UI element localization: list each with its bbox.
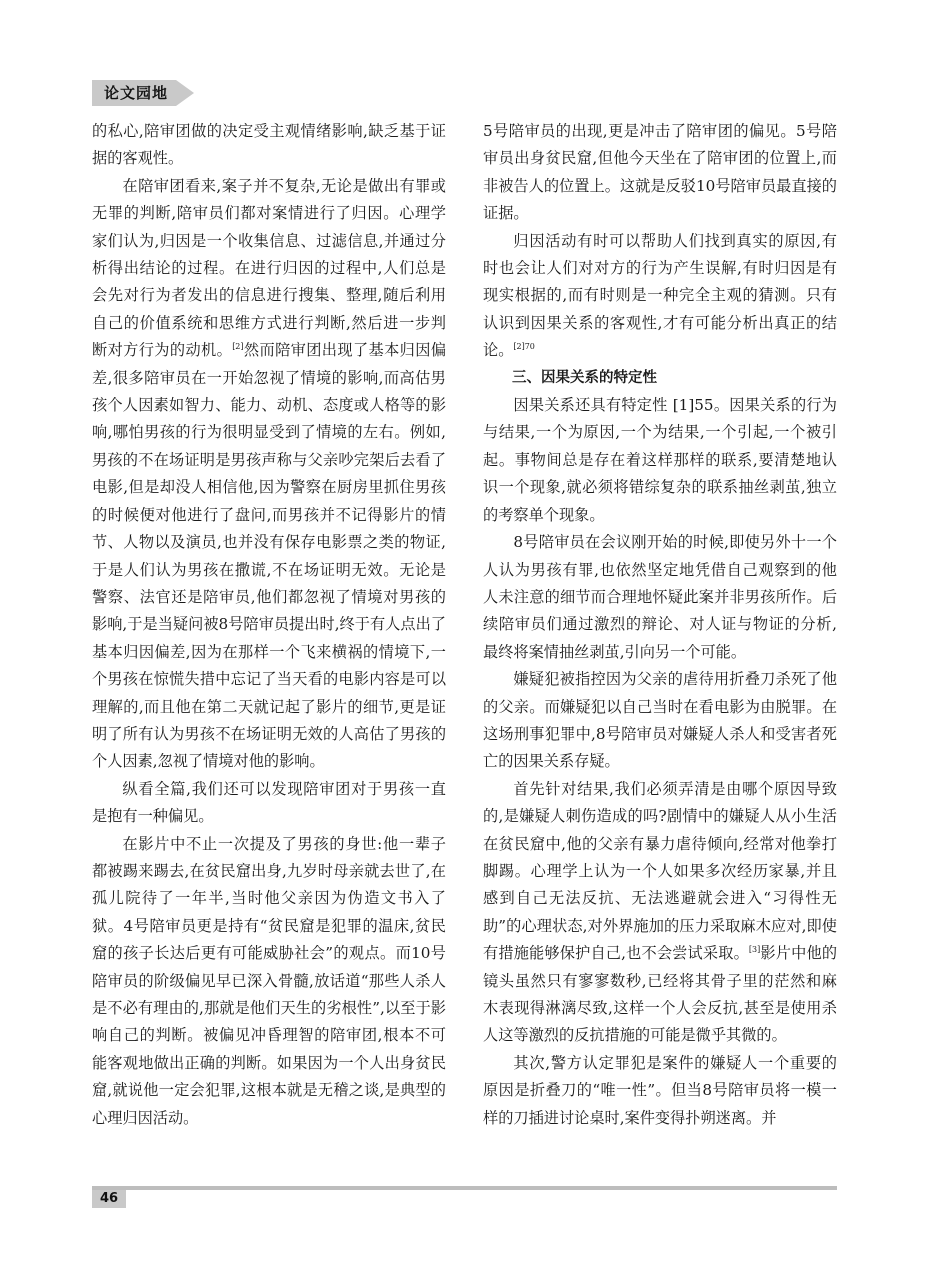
- citation: [2]: [232, 342, 244, 352]
- citation: [3]: [748, 945, 761, 955]
- paragraph: 因果关系还具有特定性 [1]55。因果关系的行为与结果,一个为原因,一个为结果,一个引起,一个被引起。事物间总是存在着这样那样的联系,要清楚地认识一个现象,就必须将错综复杂的联系抽丝剥茧,独立的考察单个现象。: [483, 396, 837, 524]
- section-label-tab: [92, 80, 194, 106]
- right-column: [483, 118, 837, 1132]
- paragraph-text: 归因活动有时可以帮助人们找到真实的原因,有时也会让人们对对方的行为产生误解,有时归因是有现实根据的,而有时则是一种完全主观的猜测。只有认识到因果关系的客观性,才有可能分析出真正的结论。: [483, 231, 837, 360]
- paragraph: 的私心,陪审团做的决定受主观情绪影响,缺乏基于证据的客观性。: [92, 122, 446, 168]
- page-number: 46: [92, 1190, 126, 1208]
- left-column: [92, 118, 446, 1132]
- paragraph-text: 首先针对结果,我们必须弄清是由哪个原因导致的,是嫌疑人刺伤造成的吗?剧情中的嫌疑人从小生活在贫民窟中,他的父亲有暴力虐待倾向,经常对他拳打脚踢。心理学上认为一个人如果多次经历家暴,并且感到自己无法反抗、无法逃避就会进入“习得性无助”的心理状态,对外界施加的压力采取麻木应对,即使有措施能够保护自己,也不会尝试采取。: [483, 779, 837, 963]
- paragraph: 在影片中不止一次提及了男孩的身世:他一辈子都被踢来踢去,在贫民窟出身,九岁时母亲就去世了,在孤儿院待了一年半,当时他父亲因为伪造文书入了狱。4号陪审员更是持有“贫民窟是犯罪的温床,贫民窟的孩子长达后更有可能威胁社会”的观点。而10号陪审员的阶级偏见早已深入骨髓,放话道“那些人杀人是不必有理由的,那就是他们天生的劣根性”,以至于影响自己的判断。被偏见冲昏理智的陪审团,根本不可能客观地做出正确的判断。如果因为一个人出身贫民窟,就说他一定会犯罪,这根本就是无稽之谈,是典型的心理归因活动。: [92, 834, 446, 1127]
- paragraph: [483, 228, 837, 365]
- paragraph: 5号陪审员的出现,更是冲击了陪审团的偏见。5号陪审员出身贫民窟,但他今天坐在了陪审团的位置上,而非被告人的位置上。这就是反驳10号陪审员最直接的证据。: [483, 122, 837, 223]
- paragraph-text: 然而陪审团出现了基本归因偏差,很多陪审员在一开始忽视了情境的影响,而高估男孩个人因素如智力、能力、动机、态度或人格等的影响,哪怕男孩的行为很明显受到了情境的左右。例如,男孩的不在场证明是男孩声称与父亲吵完架后去看了电影,但是却没人相信他,因为警察在厨房里抓住男孩的时候便对他进行了盘问,而男孩并不记得影片的情节、人物以及演员,也并没有保存电影票之类的物证,于是人们认为男孩在撒谎,不在场证明无效。无论是警察、法官还是陪审员,他们都忽视了情境对男孩的影响,于是当疑问被8号陪审员提出时,终于有人点出了基本归因偏差,因为在那样一个飞来横祸的情境下,一个男孩在惊慌失措中忘记了当天看的电影内容是可以理解的,而且他在第二天就记起了影片的细节,更是证明了所有认为男孩不在场证明无效的人高估了男孩的个人因素,忽视了情境对他的影响。: [92, 341, 447, 771]
- paragraph-text: 影片中他的镜头虽然只有寥寥数秒,已经将其骨子里的茫然和麻木表现得淋漓尽致,这样一个人会反抗,甚至是使用杀人这等激烈的反抗措施的可能是微乎其微的。: [483, 944, 838, 1045]
- footer-divider: [92, 1186, 837, 1190]
- paragraph: 其次,警方认定罪犯是案件的嫌疑人一个重要的原因是折叠刀的“唯一性”。但当8号陪审员将一模一样的刀插进讨论桌时,案件变得扑朔迷离。并: [483, 1053, 837, 1127]
- citation: [2]70: [513, 342, 535, 352]
- paragraph: [92, 173, 446, 776]
- paragraph: [483, 776, 837, 1050]
- paragraph: 嫌疑犯被指控因为父亲的虐待用折叠刀杀死了他的父亲。而嫌疑犯以自己当时在看电影为由脱罪。在这场刑事犯罪中,8号陪审员对嫌疑人杀人和受害者死亡的因果关系存疑。: [483, 670, 837, 771]
- section-heading: 三、因果关系的特定性: [512, 369, 657, 386]
- section-arrow-icon: [176, 80, 194, 106]
- paragraph: 纵看全篇,我们还可以发现陪审团对于男孩一直是抱有一种偏见。: [92, 779, 446, 826]
- paragraph-text: 在陪审团看来,案子并不复杂,无论是做出有罪或无罪的判断,陪审员们都对案情进行了归因。心理学家们认为,归因是一个收集信息、过滤信息,并通过分析得出结论的过程。在进行归因的过程中,人们总是会先对行为者发出的信息进行搜集、整理,随后利用自己的价值系统和思维方式进行判断,然后进一步判断对方行为的动机。: [92, 176, 446, 360]
- section-label: 论文园地: [92, 80, 176, 106]
- paragraph: 8号陪审员在会议刚开始的时候,即使另外十一个人认为男孩有罪,也依然坚定地凭借自己观察到的他人未注意的细节而合理地怀疑此案并非男孩所作。后续陪审员们通过激烈的辩论、对人证与物证的分析,最终将案情抽丝剥茧,引向另一个可能。: [483, 533, 837, 661]
